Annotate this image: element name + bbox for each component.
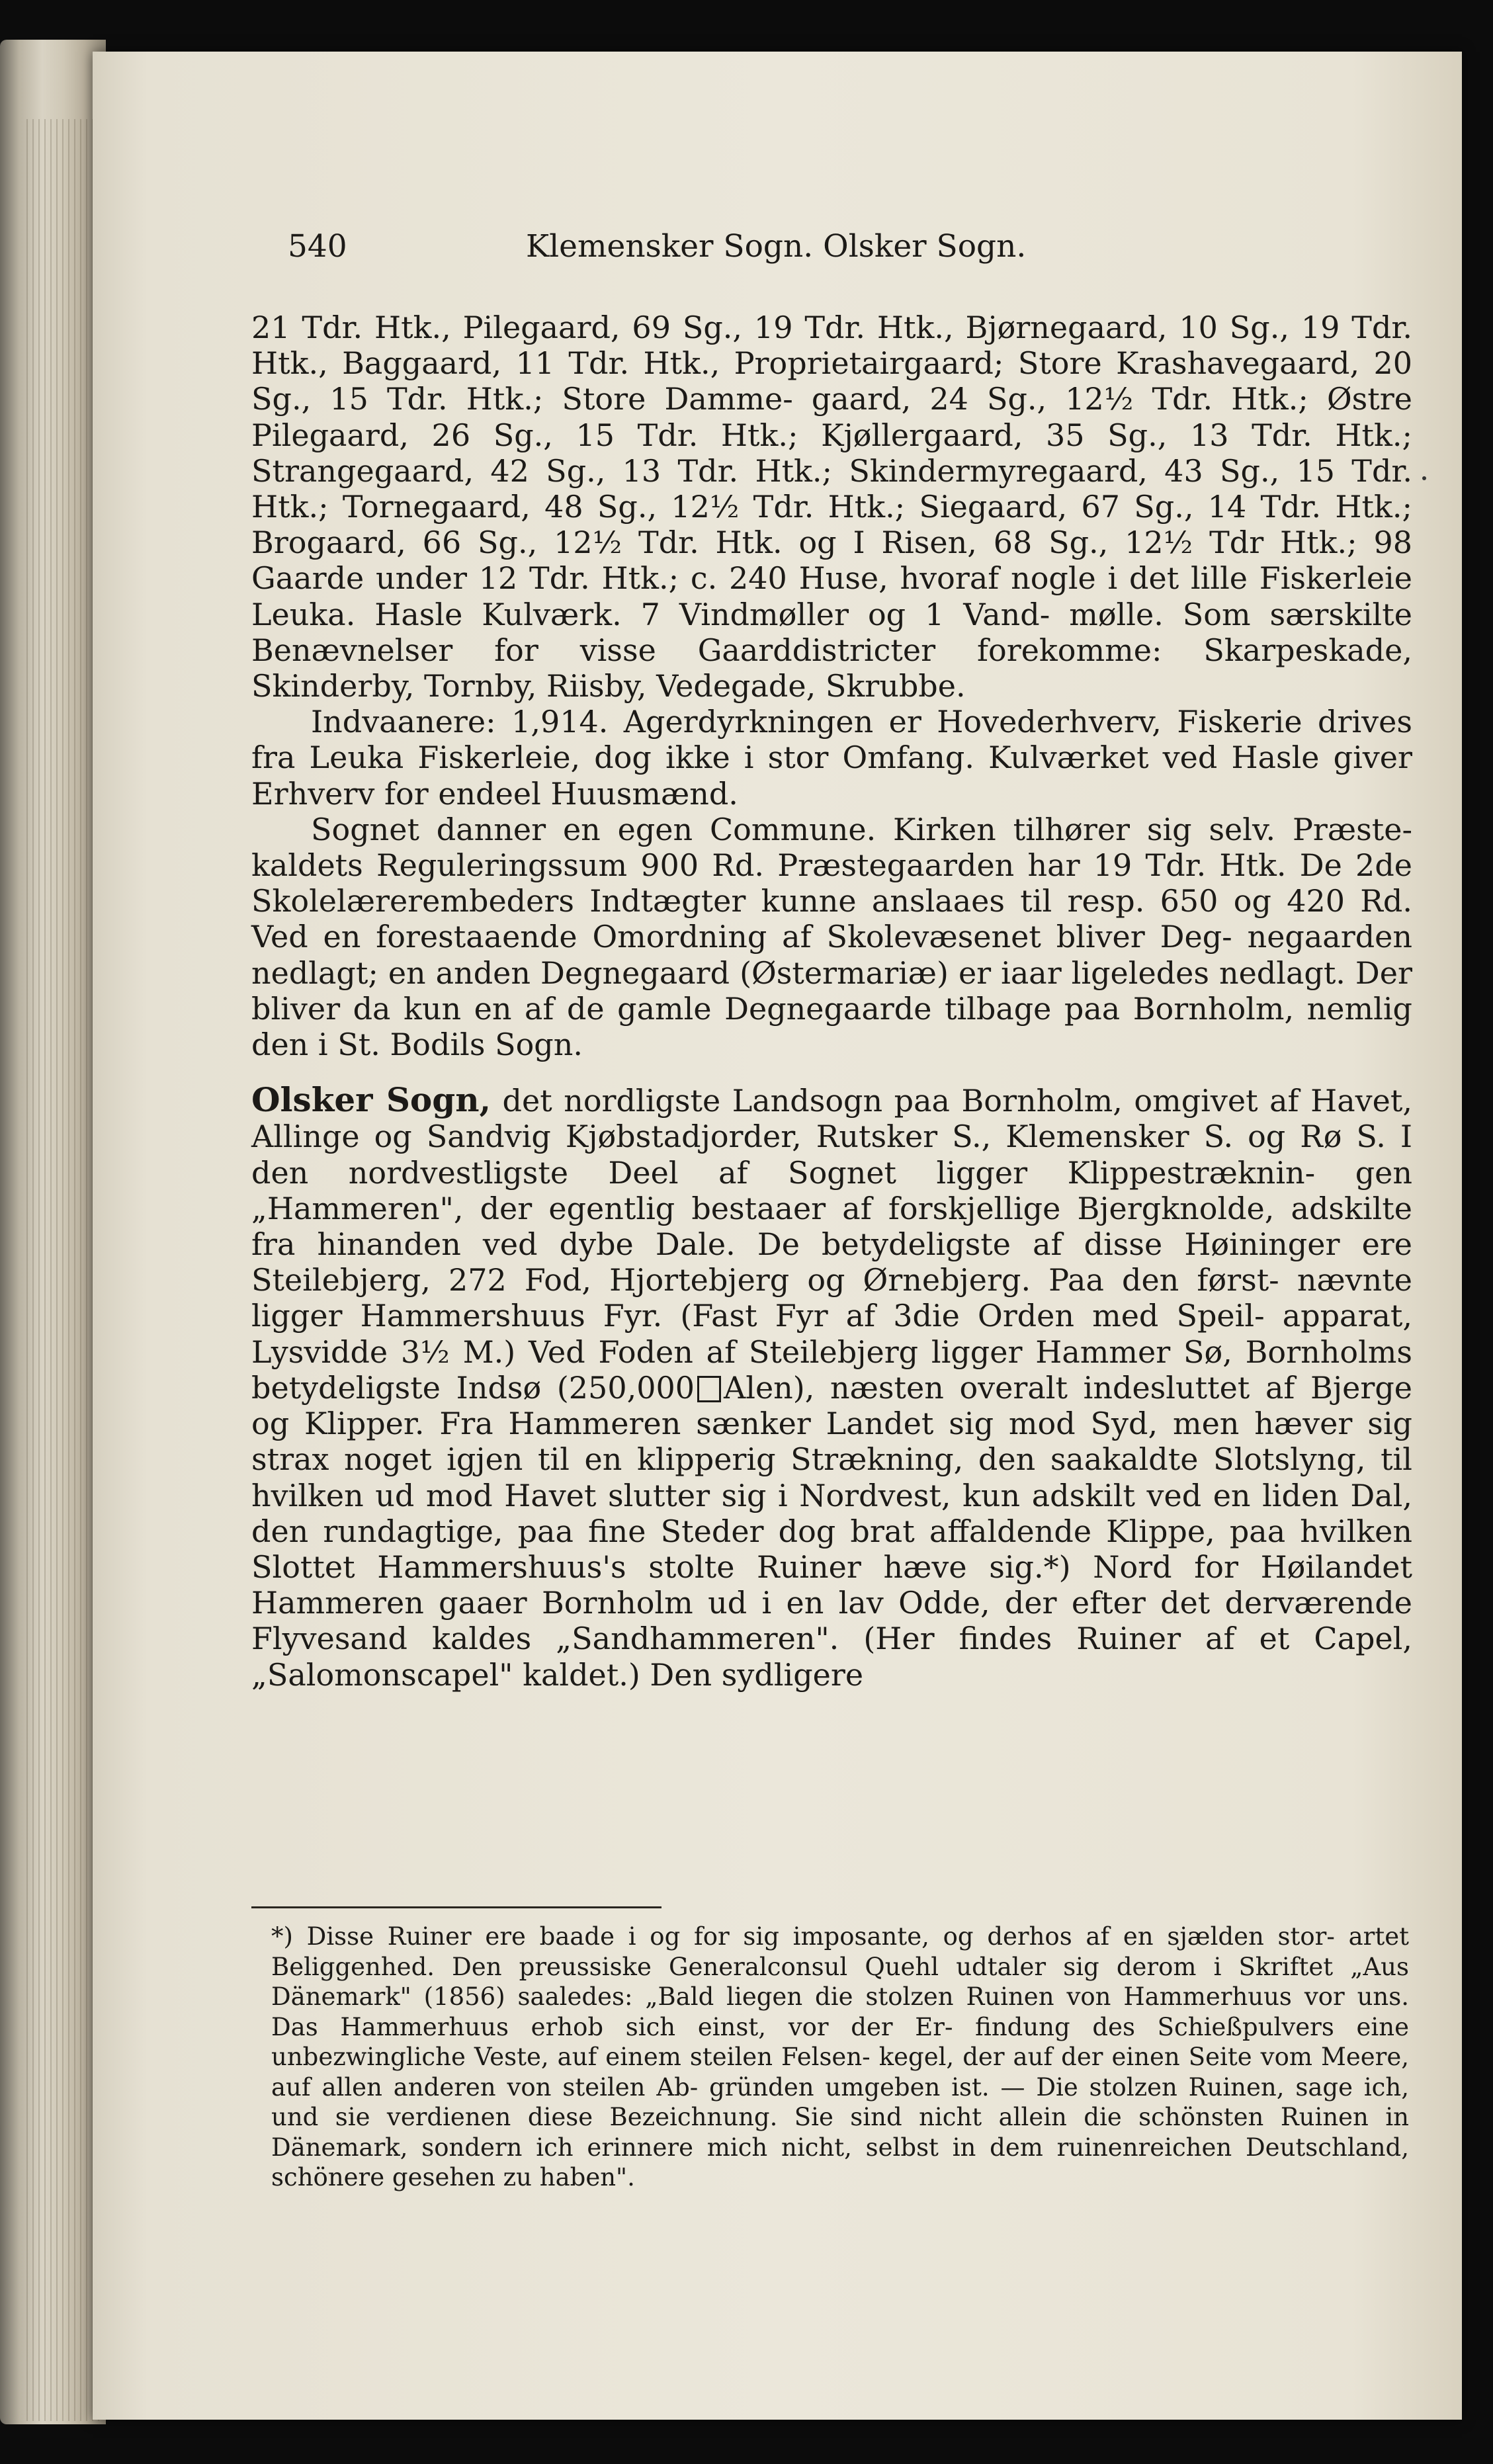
olsker-text-part-b [251, 1370, 1412, 1693]
text-line: 21 Tdr. Htk., Pilegaard, 69 Sg., 19 Tdr. Htk., Bjørnegaard, [251, 310, 1179, 345]
text-line: ere Steilebjerg, 272 Fod, Hjortebjerg og Ørnebjerg. Paa den først- [251, 1226, 1412, 1298]
text-line: Tdr. Htk.; Kjøllergaard, 35 Sg., 13 Tdr. Htk.; Strangegaard, [251, 417, 1412, 489]
text-line: det lille Fiskerleie Leuka. Hasle Kulværk. 7 Vindmøller og 1 Vand- [251, 560, 1412, 632]
olsker-lake-text: Sø, Bornholms betydeligste Indsø (250,000 [251, 1334, 1413, 1406]
text-line: Store Krashavegaard, 20 Sg., 15 Tdr. Htk.; Store Damme- [251, 345, 1413, 417]
text-line: kaldets Reguleringssum 900 Rd. Præstegaarden har 19 Tdr. Htk. [251, 847, 1300, 884]
paragraph-klemensker-farms [251, 310, 1412, 704]
footnote-line: artet Beliggenhed. Den preussiske Generalconsul Quehl udtaler sig derom i [271, 1922, 1409, 1981]
footnote-text [271, 1922, 1409, 2193]
footnote-line: von Hammerhuus vor uns. Das Hammerhuus erhob sich einst, vor der Er- [271, 1982, 1410, 2041]
footnote-line: *) Disse Ruiner ere baade i og for sig imposante, og derhos af en sjælden stor- [271, 1922, 1349, 1951]
text-line: den saakaldte Slotslyng, til hvilken ud mod Havet slutter sig i Nordvest, [251, 1441, 1412, 1513]
footnote-line: kegel, der auf der einen Seite vom Meere, auf allen anderen von steilen Ab- [271, 2043, 1409, 2102]
text-line: indesluttet af Bjerge og Klipper. Fra Hammeren sænker Landet sig [251, 1369, 1412, 1442]
text-line: Skarpeskade, Skinderby, Tornby, Riisby, Vedegade, [251, 632, 1412, 704]
footnote-line: diese Bezeichnung. Sie sind nicht allein die schönsten Ruinen in Dänemark, [271, 2103, 1409, 2162]
text-line: kun adskilt ved en liden Dal, den rundagtige, paa fine Steder dog brat [251, 1477, 1412, 1549]
text-line: affaldende Klippe, paa hvilken Slottet Hammershuus's stolte Ruiner [251, 1513, 1412, 1585]
text-line: og Rø S. I den nordvestligste Deel af Sognet ligger Klippestræknin- [251, 1119, 1413, 1191]
text-line: Havet, Allinge og Sandvig Kjøbstadjorder, Rutsker S., Klemensker S. [251, 1083, 1412, 1155]
text-line: 10 Sg., 19 Tdr. Htk., Baggaard, 11 Tdr. Htk., Proprietairgaard; [251, 310, 1412, 382]
footnote-line: sondern ich erinnere mich nicht, selbst in dem ruinenreichen Deutschland, schönere [271, 2133, 1409, 2191]
text-line: mølle. Som særskilte Benævnelser for visse Gaarddistricter forekomme: [251, 596, 1412, 668]
text-line: De 2de Skolelærerembeders Indtægter kunne anslaaes til resp. 650 og [251, 847, 1412, 919]
text-line: negaarden nedlagt; en anden Degnegaard (Østermariæ) er iaar ligeledes [251, 919, 1412, 991]
text-line: Hasle giver Erhverv for endeel Huusmænd. [251, 740, 1413, 812]
text-line: nedlagt. Der bliver da kun en af de gamle Degnegaarde tilbage paa [251, 955, 1412, 1027]
text-line: (Her findes Ruiner af et Capel, „Salomonscapel" kaldet.) Den sydligere [251, 1621, 1412, 1693]
text-line: apparat, Lysvidde 3½ M.) Ved Foden af Steilebjerg ligger Hammer [251, 1298, 1412, 1370]
text-line: hæve sig.*) Nord for Høilandet Hammeren gaaer Bornholm ud i [251, 1549, 1413, 1621]
book-page-edges [0, 40, 106, 2424]
footnote-line: gesehen zu haben". [392, 2163, 635, 2191]
paragraph-commune [251, 812, 1412, 1062]
text-line: Htk.; Brogaard, 66 Sg., 12½ Tdr. Htk. og I Risen, 68 Sg., 12½ [251, 489, 1413, 561]
body-text [251, 310, 1412, 1693]
text-line: Tdr Htk.; 98 Gaarde under 12 Tdr. Htk.; c. 240 Huse, hvoraf nogle i [251, 525, 1412, 597]
text-line: nævnte ligger Hammershuus Fyr. (Fast Fyr af 3die Orden med Speil- [251, 1262, 1412, 1334]
page-number: 540 [288, 228, 347, 265]
square-symbol-icon [697, 1376, 721, 1402]
footnote-rule [251, 1906, 661, 1908]
page-edge-lines [26, 119, 99, 2421]
text-line: Skrubbe. [825, 668, 966, 704]
text-line: 420 Rd. Ved en forestaaende Omordning af Skolevæsenet bliver Deg- [251, 883, 1413, 955]
text-line: Tornegaard, 48 Sg., 12½ Tdr. Htk.; Siegaard, 67 Sg., 14 Tdr. [342, 489, 1336, 525]
footnote [271, 1922, 1409, 2193]
text-line: Bornholm, nemlig den i St. Bodils Sogn. [251, 990, 1412, 1063]
text-line: 42 Sg., 13 Tdr. Htk.; Skindermyregaard, 43 Sg., 15 Tdr. Htk.; [251, 452, 1412, 525]
footnote-line: Skriftet „Aus Dänemark" (1856) saaledes: „Bald liegen die stolzen Ruinen [271, 1952, 1409, 2011]
running-title: Klemensker Sogn. Olsker Sogn. [526, 228, 1027, 265]
text-line: Indvaanere: 1,914. Agerdyrkningen er Hovederhverv, Fiskerie [311, 704, 1318, 740]
page-header [288, 228, 1095, 275]
paragraph-inhabitants [251, 704, 1412, 812]
paragraph-olsker-sogn [251, 1082, 1412, 1692]
text-line: gaard, 24 Sg., 12½ Tdr. Htk.; Østre Pilegaard, 26 Sg., 15 [251, 381, 1412, 453]
text-line: drives fra Leuka Fiskerleie, dog ikke i stor Omfang. Kulværket ved [251, 704, 1412, 776]
footnote-line: gründen umgeben ist. — Die stolzen Ruinen, sage ich, und sie verdienen [271, 2072, 1409, 2131]
footnote-line: findung des Schießpulvers eine unbezwingliche Veste, auf einem steilen Felsen- [271, 2012, 1409, 2071]
text-line: adskilte fra hinanden ved dybe Dale. De betydeligste af disse Høininger [251, 1190, 1412, 1263]
section-gap [251, 1062, 1412, 1082]
olsker-intro-text: det nordligste Landsogn paa Bornholm, omgivet af [491, 1083, 1299, 1119]
text-line: gen „Hammeren", der egentlig bestaaer af forskjellige Bjergknolde, [251, 1154, 1412, 1226]
olsker-text-part-a [251, 1083, 1412, 1369]
section-heading-olsker: Olsker Sogn, [251, 1080, 491, 1120]
text-line: en lav Odde, der efter det derværende Flyvesand kaldes „Sandhammeren". [251, 1585, 1412, 1657]
text-line: Sognet danner en egen Commune. Kirken tilhører sig selv. Præste- [311, 811, 1412, 847]
olsker-lake-text-end: Alen), næsten overalt [724, 1369, 1068, 1406]
text-line: mod Syd, men hæver sig strax noget igjen til en klipperig Strækning, [251, 1406, 1412, 1478]
print-speck [1422, 476, 1426, 480]
